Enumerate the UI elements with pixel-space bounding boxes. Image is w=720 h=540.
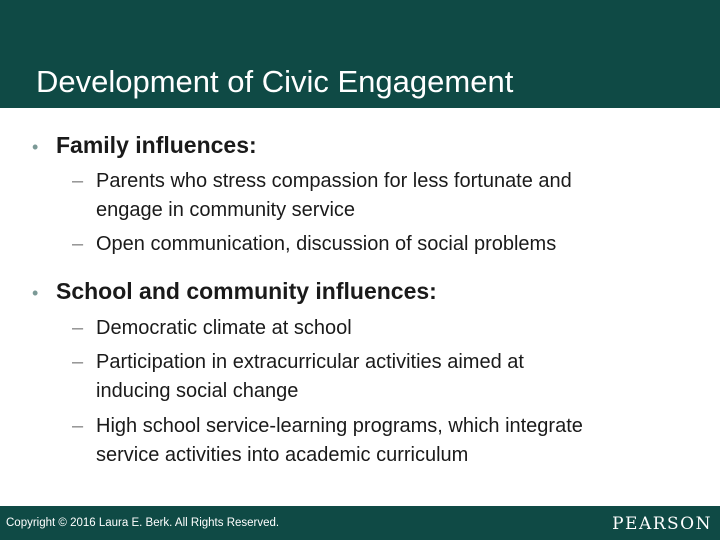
- section-heading-family: [32, 130, 257, 160]
- list-item-line: engage in community service: [96, 199, 356, 221]
- dash-icon: –: [72, 170, 84, 192]
- dash-icon: –: [72, 351, 84, 373]
- dash-icon: –: [72, 415, 84, 437]
- section-heading-text: School and community influences:: [56, 278, 437, 304]
- list-item-line: Open communication, discussion of social problems: [96, 233, 557, 255]
- slide-title: Development of Civic Engagement: [36, 64, 514, 99]
- list-item-line: High school service-learning programs, which integrate: [96, 415, 583, 437]
- list-item-line: Participation in extracurricular activities aimed at: [96, 351, 524, 373]
- section-heading-text: Family influences:: [56, 132, 257, 158]
- dash-icon: –: [72, 233, 84, 255]
- slide-footer: [0, 506, 720, 540]
- slide-header: [0, 0, 720, 108]
- list-item-line: service activities into academic curriculum: [96, 444, 469, 466]
- slide-body: [0, 108, 720, 506]
- bullet-icon: •: [32, 283, 39, 303]
- list-item-line: Democratic climate at school: [96, 317, 352, 339]
- list-item-line: inducing social change: [96, 380, 299, 402]
- copyright-text: Copyright © 2016 Laura E. Berk. All Rights Reserved.: [6, 517, 280, 529]
- bullet-icon: •: [32, 137, 39, 157]
- list-item-line: Parents who stress compassion for less fortunate and: [96, 170, 572, 192]
- dash-icon: –: [72, 317, 84, 339]
- section-heading-school: [32, 276, 437, 306]
- pearson-logo: PEARSON: [612, 514, 712, 534]
